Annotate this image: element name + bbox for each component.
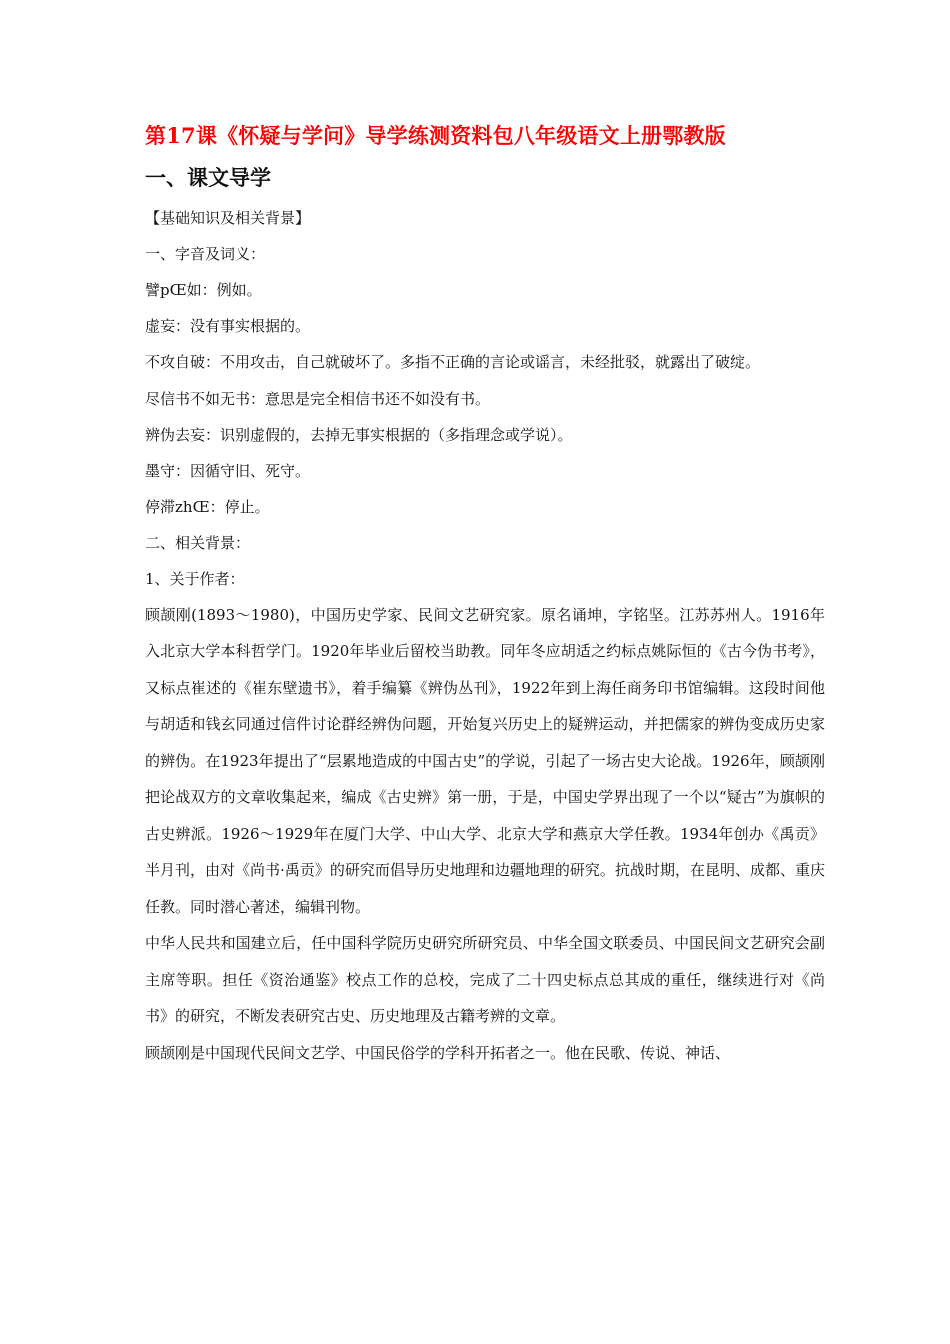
vocab-item: 虚妄：没有事实根据的。	[145, 317, 311, 335]
vocab-item: 不攻自破：不用攻击，自己就破坏了。多指不正确的言论或谣言，未经批驳，就露出了破绽。	[145, 353, 761, 371]
document-page	[145, 118, 825, 1071]
author-heading: 1、关于作者：	[145, 569, 245, 588]
vocab-item: 尽信书不如无书：意思是完全相信书还不如没有书。	[145, 389, 491, 408]
vocab-heading: 一、字音及词义：	[145, 245, 266, 263]
vocab-item: 停滞zhŒ：停止。	[145, 497, 270, 516]
author-paragraph: 中华人民共和国建立后，任中国科学院历史研究所研究员、中华全国文联委员、中国民间文艺研究会副主席等职。担任《资治通鉴》校点工作的总校，完成了二十四史标点总其成的重任，继续进行对《尚书》的研究，不断发表研究古史、历史地理及古籍考辨的文章。	[145, 934, 825, 1025]
section-heading: 一、课文导学	[145, 165, 271, 190]
subsection-heading: 【基础知识及相关背景】	[145, 209, 311, 227]
author-paragraph: 顾颉刚是中国现代民间文艺学、中国民俗学的学科开拓者之一。他在民歌、传说、神话、	[145, 1043, 731, 1062]
document-title: 第17课《怀疑与学问》导学练测资料包八年级语文上册鄂教版	[145, 123, 726, 148]
background-heading: 二、相关背景：	[145, 533, 251, 552]
vocab-item: 譬pŒ如：例如。	[145, 281, 262, 299]
vocab-item: 墨守：因循守旧、死守。	[145, 461, 311, 480]
vocab-item: 辨伪去妄：识别虚假的，去掉无事实根据的（多指理念或学说）。	[145, 425, 573, 444]
author-paragraph: 顾颉刚(1893～1980)，中国历史学家、民间文艺研究家。原名诵坤，字铭坚。江苏苏州人。1916年入北京大学本科哲学门。1920年毕业后留校当助教。同年冬应胡适之约标点姚际恒的《古今伪书考》，又标点崔述的《崔东壁遗书》，着手编纂《辨伪丛刊》，1922年到上海任商务印书馆编辑。这段时间他与胡适和钱玄同通过信件讨论群经辨伪问题，开始复兴历史上的疑辨运动，并把儒家的辨伪变成历史家的辨伪。在1923年提出了“层累地造成的中国古史”的学说，引起了一场古史大论战。1926年，顾颉刚把论战双方的文章收集起来，编成《古史辨》第一册，于是，中国史学界出现了一个以“疑古”为旗帜的古史辨派。1926～1929年在厦门大学、中山大学、北京大学和燕京大学任教。1934年创办《禹贡》半月刊，由对《尚书·禹贡》的研究而倡导历史地理和边疆地理的研究。抗战时期，在昆明、成都、重庆任教。同时潜心著述，编辑刊物。	[145, 605, 825, 916]
